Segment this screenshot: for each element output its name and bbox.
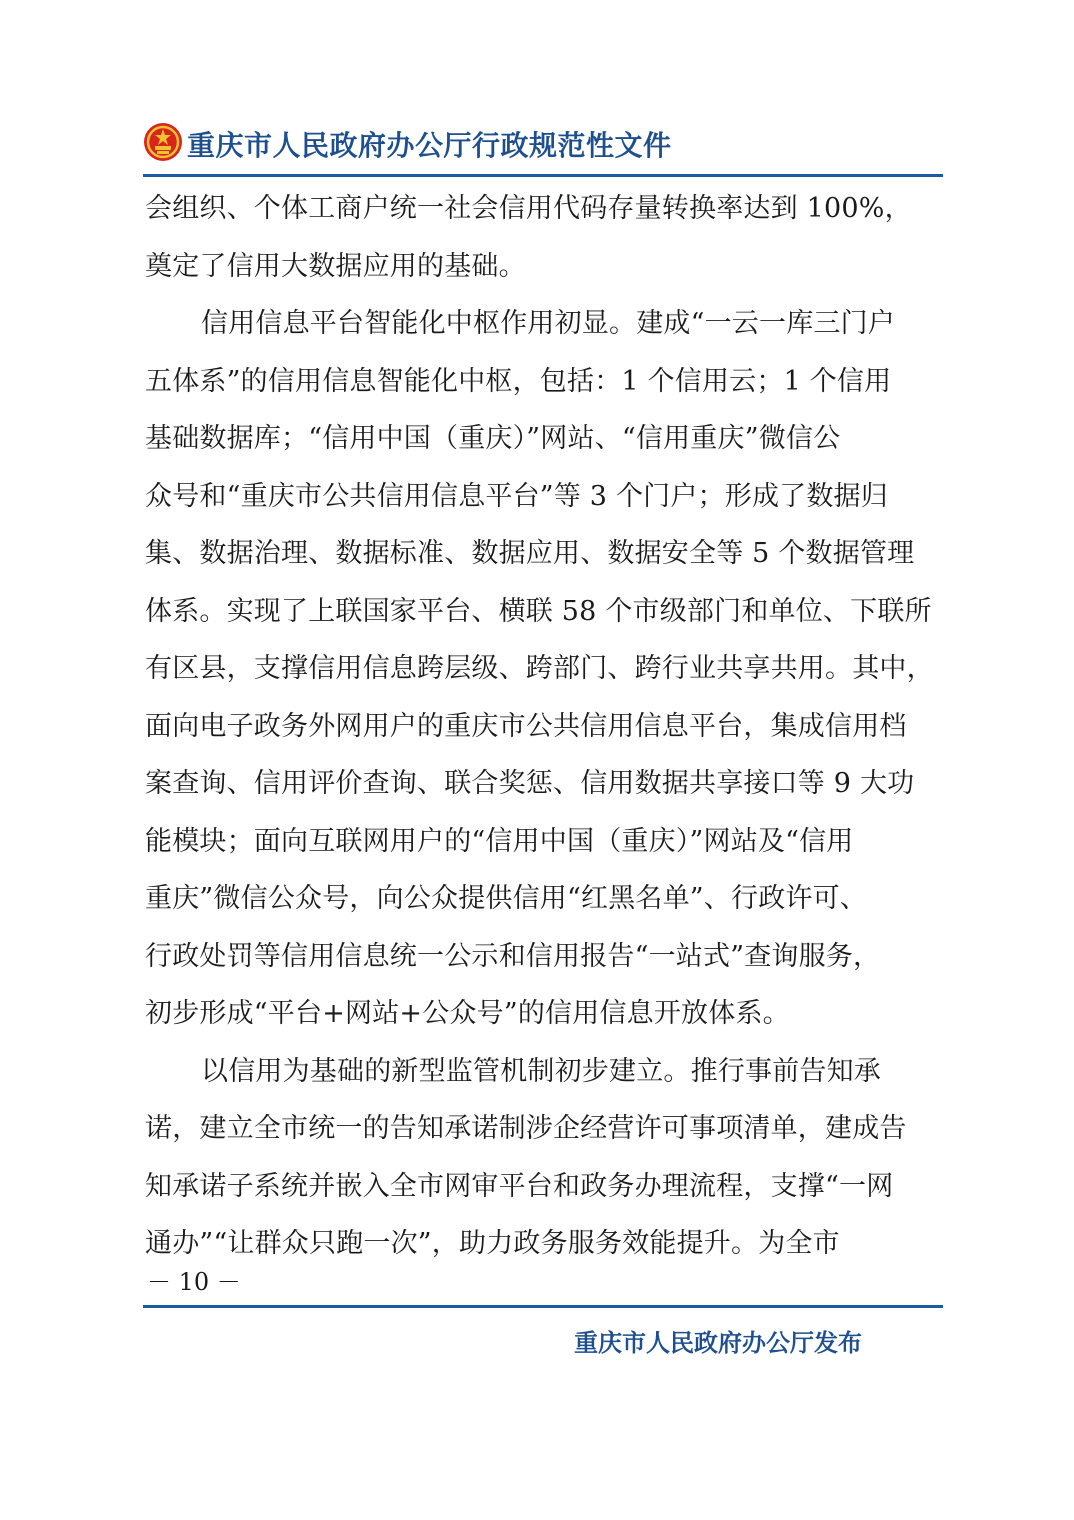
national-emblem-icon — [143, 122, 183, 162]
document-header — [143, 118, 943, 178]
body-line: 基础数据库；“信用中国（重庆）”网站、“信用重庆”微信公 — [145, 423, 841, 454]
footer-divider — [143, 1305, 943, 1308]
body-line: 知承诺子系统并嵌入全市网审平台和政务办理流程，支撑“一网 — [145, 1170, 894, 1202]
body-line: 奠定了信用大数据应用的基础。 — [145, 250, 526, 282]
body-line: 重庆”微信公众号，向公众提供信用“红黑名单”、行政许可、 — [145, 883, 868, 914]
body-line: 会组织、个体工商户统一社会信用代码存量转换率达到 100%， — [145, 193, 912, 224]
header-title: 重庆市人民政府办公厅行政规范性文件 — [187, 129, 672, 162]
body-line: 以信用为基础的新型监管机制初步建立。推行事前告知承 — [201, 1055, 881, 1087]
body-line: 众号和“重庆市公共信用信息平台”等 3 个门户；形成了数据归 — [145, 480, 888, 512]
footer-publisher: 重庆市人民政府办公厅发布 — [574, 1329, 862, 1357]
body-line: 案查询、信用评价查询、联合奖惩、信用数据共享接口等 9 大功 — [145, 768, 915, 799]
header-divider — [143, 174, 943, 177]
body-line: 信用信息平台智能化中枢作用初显。建成“一云一库三门户 — [201, 308, 896, 339]
page-number: － 10 － — [147, 1268, 241, 1296]
body-line: 行政处罚等信用信息统一公示和信用报告“一站式”查询服务， — [145, 940, 881, 972]
body-line: 五体系”的信用信息智能化中枢，包括：1 个信用云；1 个信用 — [145, 365, 892, 397]
body-line: 体系。实现了上联国家平台、横联 58 个市级部门和单位、下联所 — [145, 595, 932, 627]
body-line: 诺，建立全市统一的告知承诺制涉企经营许可事项清单，建成告 — [145, 1113, 907, 1144]
body-line: 能模块；面向互联网用户的“信用中国（重庆）”网站及“信用 — [145, 825, 854, 857]
body-line: 面向电子政务外网用户的重庆市公共信用信息平台，集成信用档 — [145, 710, 907, 742]
document-body — [145, 180, 945, 1273]
body-line: 集、数据治理、数据标准、数据应用、数据安全等 5 个数据管理 — [145, 538, 915, 569]
body-line: 有区县，支撑信用信息跨层级、跨部门、跨行业共享共用。其中， — [145, 653, 934, 684]
body-line: 初步形成“平台+网站+公众号”的信用信息开放体系。 — [145, 998, 790, 1029]
body-line: 通办”“让群众只跑一次”，助力政务服务效能提升。为全市 — [145, 1228, 840, 1259]
